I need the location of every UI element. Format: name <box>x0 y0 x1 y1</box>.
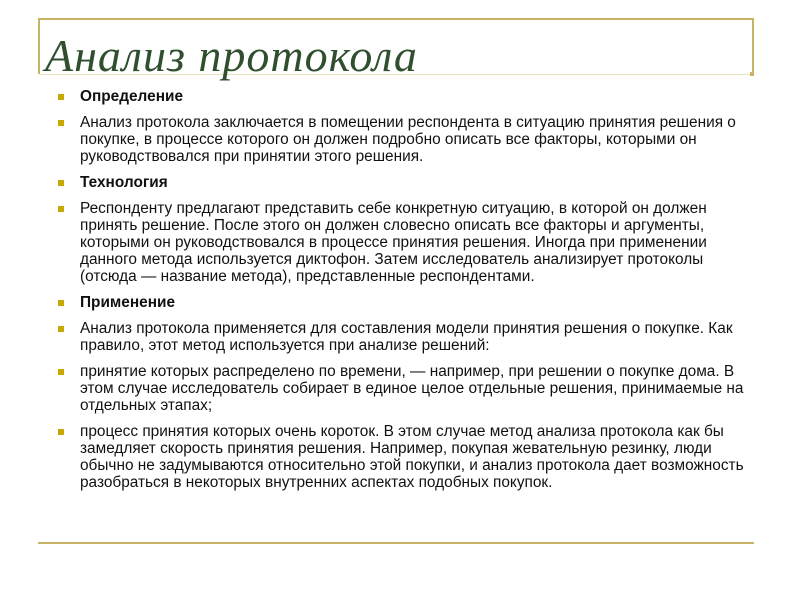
square-bullet-icon <box>58 300 64 306</box>
bullet-text: Анализ протокола применяется для составления модели принятия решения о покупке. Как правило, этот метод используется при анализе решений: <box>80 320 733 354</box>
square-bullet-icon <box>58 94 64 100</box>
top-border-line <box>38 18 754 20</box>
right-border-line <box>752 18 754 74</box>
bullet-text: Технология <box>80 174 168 191</box>
bullet-definition-text <box>58 114 758 165</box>
square-bullet-icon <box>58 429 64 435</box>
bullet-heading-technology <box>58 174 758 191</box>
square-bullet-icon <box>58 180 64 186</box>
bullet-application-text <box>58 320 758 354</box>
square-bullet-icon <box>58 120 64 126</box>
bullet-heading-definition <box>58 88 758 105</box>
bottom-border-line <box>38 542 754 544</box>
left-border-line <box>38 18 40 74</box>
bullet-text: принятие которых распределено по времени, — например, при решении о покупке дома. В этом случае исследователь собирает в единое целое отдельные решения, принимаемые на отдельных этапах; <box>80 363 744 414</box>
slide-content <box>58 88 758 500</box>
bullet-text: Определение <box>80 88 184 105</box>
square-bullet-icon <box>58 369 64 375</box>
square-bullet-icon <box>58 326 64 332</box>
slide-title: Анализ протокола <box>45 30 418 81</box>
title-accent-dot <box>750 72 754 76</box>
bullet-heading-application <box>58 294 758 311</box>
bullet-application-case-1 <box>58 363 758 414</box>
bullet-technology-text <box>58 200 758 285</box>
square-bullet-icon <box>58 206 64 212</box>
bullet-application-case-2 <box>58 423 758 491</box>
bullet-text: Респонденту предлагают представить себе конкретную ситуацию, в которой он должен принять решение. После этого он должен словесно описать все факторы и аргументы, которыми он руководствовался в процессе принятия решения. Иногда при применении данного метода используется диктофон. Затем исследователь анализирует протоколы (отсюда — название метода), представленные респондентами. <box>80 200 707 285</box>
bullet-text: Анализ протокола заключается в помещении респондента в ситуацию принятия решения о покупке, в процессе которого он должен подробно описать все факторы, которыми он руководствовался при принятии этого решения. <box>80 114 736 165</box>
bullet-text: Применение <box>80 294 176 311</box>
bullet-text: процесс принятия которых очень короток. В этом случае метод анализа протокола как бы замедляет скорость принятия решения. Например, покупая жевательную резинку, люди обычно не задумываются относительно этой покупки, и анализ протокола дает возможность разобраться в некоторых внутренних аспектах подобных покупок. <box>80 423 744 491</box>
